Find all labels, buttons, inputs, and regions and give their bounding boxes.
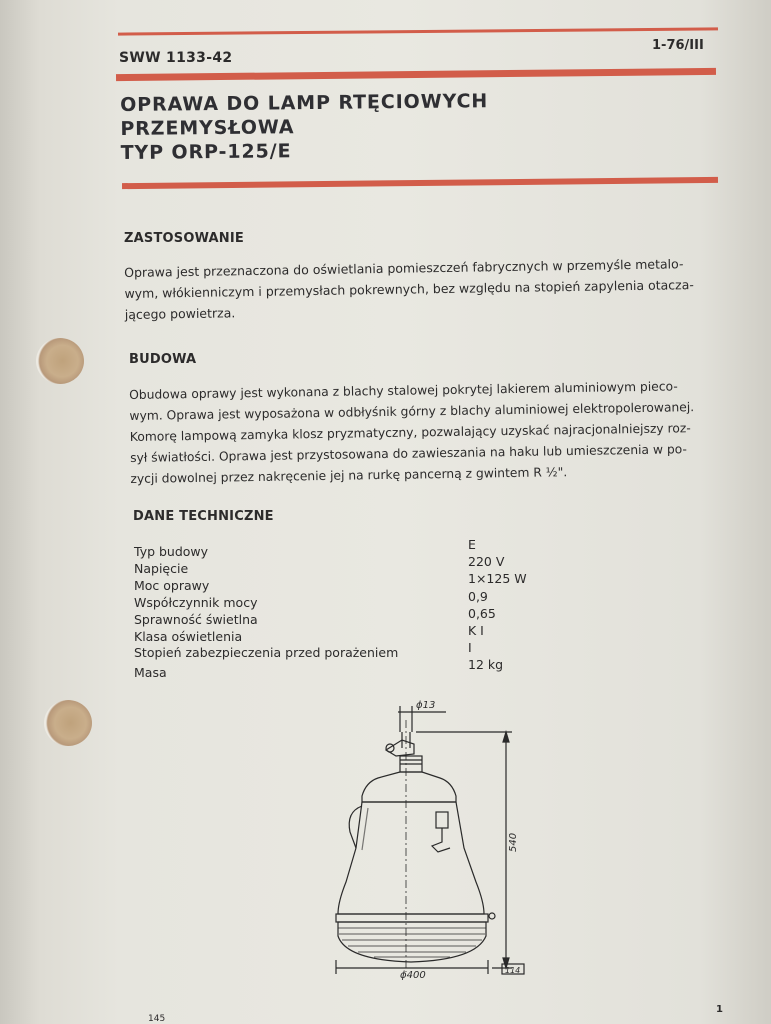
tech-label-masa: Masa — [134, 665, 167, 680]
paragraph-line: wym. Oprawa jest wyposażona w odbłyśnik górny z blachy aluminiowej elektropolerowanej. — [129, 400, 695, 423]
dim-label-diameter: ϕ400 — [400, 970, 426, 981]
tech-value-napiecie: 220 V — [468, 554, 505, 569]
dim-label-top: ϕ13 — [416, 700, 436, 711]
right-clamp — [436, 812, 448, 828]
paragraph-line: jącego powietrza. — [124, 305, 236, 322]
dim-label-height: 540 — [508, 832, 519, 852]
luminaire-drawing — [316, 692, 546, 992]
document-code: SWW 1133-42 — [119, 50, 233, 66]
lamp-rim — [336, 914, 488, 922]
section-heading-dane-techniczne: DANE TECHNICZNE — [133, 509, 274, 524]
paragraph-line: Oprawa jest przeznaczona do oświetlania pomieszczeń fabrycznych w przemyśle metalo- — [124, 256, 684, 280]
lamp-dome — [362, 772, 456, 802]
tech-value-stopien-zabezpieczenia: I — [468, 640, 472, 655]
tech-label-wspolczynnik-mocy: Współczynnik mocy — [134, 595, 258, 610]
paragraph-line: zycji dowolnej przez nakręcenie jej na rurkę pancerną z gwintem R ½". — [130, 465, 568, 486]
section-heading-zastosowanie: ZASTOSOWANIE — [124, 231, 244, 246]
tech-value-moc-oprawy: 1×125 W — [468, 571, 527, 586]
binder-hole-top — [36, 338, 84, 384]
tech-label-typ-budowy: Typ budowy — [134, 544, 209, 559]
dim-label-114: 114 — [505, 966, 521, 975]
tech-value-wspolczynnik-mocy: 0,9 — [468, 589, 488, 604]
title-line-1: OPRAWA DO LAMP RTĘCIOWYCH — [120, 90, 489, 116]
header-underline-rule — [116, 68, 716, 81]
tech-label-klasa-oswietlenia: Klasa oświetlenia — [134, 629, 243, 644]
paragraph-line: wym, włókienniczym i przemysłach pokrewnych, bez względu na stopień zapylenia otacza- — [124, 277, 694, 301]
tech-label-moc-oprawy: Moc oprawy — [134, 578, 210, 593]
paragraph-line: sył światłości. Oprawa jest przystosowana do zawieszania na haku lub umieszczenia w po- — [130, 442, 688, 465]
page-mark: 1 — [716, 1004, 723, 1015]
title-line-2: PRZEMYSŁOWA — [120, 116, 295, 140]
rim-screw — [489, 913, 495, 919]
paragraph-line: Komorę lampową zamyka klosz pryzmatyczny, pozwalający uzyskać najracjonalniejszy roz- — [129, 421, 691, 444]
paragraph-budowa — [129, 376, 721, 490]
tech-label-stopien-zabezpieczenia: Stopień zabezpieczenia przed porażeniem — [134, 645, 399, 660]
title-underline-rule — [122, 177, 718, 189]
binder-hole-bottom — [44, 700, 92, 746]
top-rule — [118, 27, 718, 35]
reflector-body — [338, 802, 484, 914]
tech-value-sprawnosc-swietlna: 0,65 — [468, 606, 496, 621]
paragraph-line: Obudowa oprawy jest wykonana z blachy stalowej pokrytej lakierem aluminiowym pieco- — [129, 379, 678, 402]
document-title — [120, 89, 489, 165]
tech-value-masa: 12 kg — [468, 657, 504, 672]
sheet-number: 1-76/III — [652, 38, 704, 53]
tech-label-sprawnosc-swietlna: Sprawność świetlna — [134, 612, 258, 627]
tech-label-napiecie: Napięcie — [134, 561, 189, 576]
right-clamp-bolt — [432, 828, 450, 852]
paragraph-zastosowanie — [124, 253, 715, 325]
section-heading-budowa: BUDOWA — [129, 352, 197, 367]
tech-value-klasa-oswietlenia: K I — [468, 623, 484, 638]
tech-value-typ-budowy: E — [468, 537, 476, 552]
title-line-3: TYP ORP-125/E — [120, 140, 292, 164]
page-number: 145 — [148, 1014, 166, 1024]
